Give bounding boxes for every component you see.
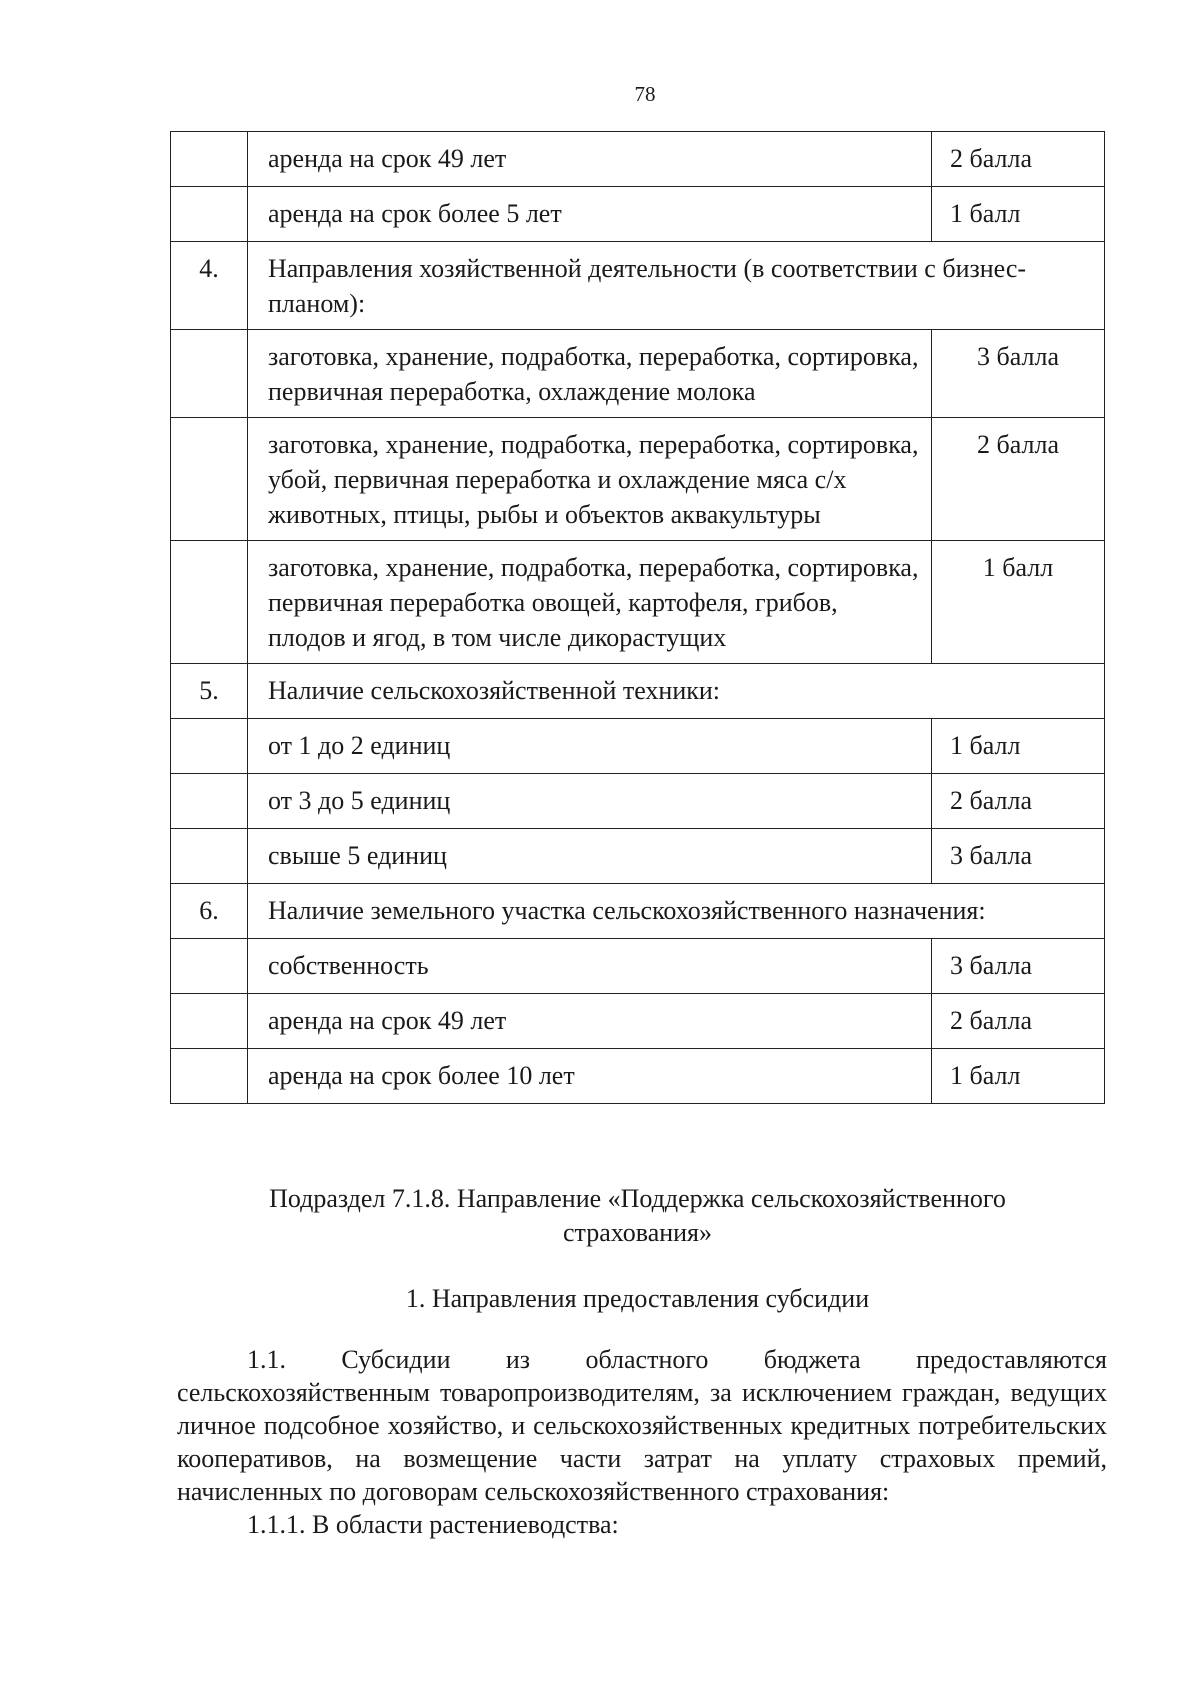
section-title-line1: Подраздел 7.1.8. Направление «Поддержка сельскохозяйственного: [269, 1184, 1006, 1213]
row-text: аренда на срок более 5 лет: [248, 187, 932, 242]
row-number: 5.: [171, 664, 248, 719]
table-row: [171, 330, 1105, 418]
row-number: [171, 939, 248, 994]
row-score: 3 балла: [932, 829, 1105, 884]
section-title-line2: страхования»: [562, 1218, 713, 1247]
row-text: от 1 до 2 единиц: [248, 719, 932, 774]
row-number: [171, 719, 248, 774]
table-row: [171, 187, 1105, 242]
row-number: [171, 829, 248, 884]
row-score: 2 балла: [932, 994, 1105, 1049]
row-text: аренда на срок более 10 лет: [248, 1049, 932, 1104]
subsection-title: 1. Направления предоставления субсидии: [405, 1284, 870, 1313]
row-score: 1 балл: [932, 1049, 1105, 1104]
row-number: [171, 132, 248, 187]
criteria-table: [170, 131, 1105, 1104]
table-row-header: [171, 242, 1105, 330]
row-text: аренда на срок 49 лет: [248, 994, 932, 1049]
table-row-header: [171, 884, 1105, 939]
section-title: [170, 1182, 1105, 1250]
paragraph: 1.1. Субсидии из областного бюджета предоставляются сельскохозяйственным товаропроизводителям, за исключением граждан, ведущих личное подсобное хозяйство, и сельскохозяйственных кредитных потребительских кооперативов, на возмещение части затрат на уплату страховых премий, начисленных по договорам сельскохозяйственного страхования:: [177, 1345, 1107, 1506]
row-text: аренда на срок 49 лет: [248, 132, 932, 187]
table-row: [171, 939, 1105, 994]
row-text: свыше 5 единиц: [248, 829, 932, 884]
row-number: [171, 330, 248, 418]
row-score: 1 балл: [932, 719, 1105, 774]
paragraph: 1.1.1. В области растениеводства:: [247, 1510, 619, 1539]
row-score: 2 балла: [932, 132, 1105, 187]
row-text: собственность: [248, 939, 932, 994]
row-score: 3 балла: [932, 939, 1105, 994]
row-text: Наличие земельного участка сельскохозяйственного назначения:: [248, 884, 1105, 939]
row-text: заготовка, хранение, подработка, переработка, сортировка, убой, первичная переработка и охлаждение мяса с/х животных, птицы, рыбы и объектов аквакультуры: [248, 418, 932, 541]
row-number: [171, 994, 248, 1049]
row-number: [171, 541, 248, 664]
table-row: [171, 132, 1105, 187]
row-text: Направления хозяйственной деятельности (в соответствии с бизнес-планом):: [248, 242, 1105, 330]
row-number: [171, 418, 248, 541]
row-number: 4.: [171, 242, 248, 330]
page-number: 78: [634, 82, 656, 106]
body-text: [177, 1343, 1107, 1541]
row-score: 2 балла: [932, 774, 1105, 829]
row-text: заготовка, хранение, подработка, переработка, сортировка, первичная переработка, охлаждение молока: [248, 330, 932, 418]
table-row: [171, 719, 1105, 774]
table-row-header: [171, 664, 1105, 719]
table-row: [171, 829, 1105, 884]
table-row: [171, 774, 1105, 829]
table-row: [171, 1049, 1105, 1104]
row-number: 6.: [171, 884, 248, 939]
row-score: 1 балл: [932, 187, 1105, 242]
row-text: от 3 до 5 единиц: [248, 774, 932, 829]
table-row: [171, 418, 1105, 541]
row-number: [171, 1049, 248, 1104]
row-score: 3 балла: [932, 330, 1105, 418]
row-text: Наличие сельскохозяйственной техники:: [248, 664, 1105, 719]
table-row: [171, 541, 1105, 664]
row-score: 1 балл: [932, 541, 1105, 664]
row-score: 2 балла: [932, 418, 1105, 541]
table-row: [171, 994, 1105, 1049]
row-text: заготовка, хранение, подработка, переработка, сортировка, первичная переработка овощей, картофеля, грибов, плодов и ягод, в том числе дикорастущих: [248, 541, 932, 664]
row-number: [171, 187, 248, 242]
row-number: [171, 774, 248, 829]
